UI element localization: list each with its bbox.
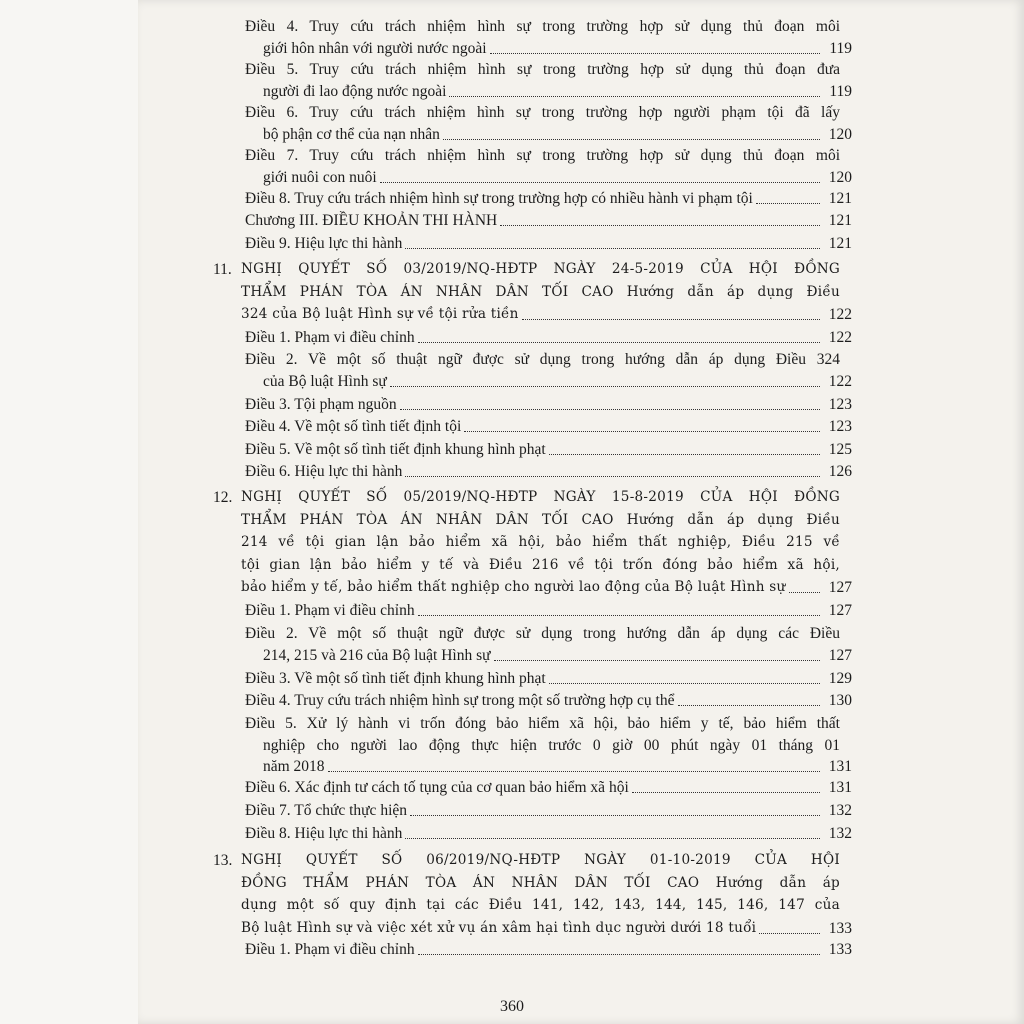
leader-dots [390, 386, 820, 387]
toc-line-text: 214, 215 và 216 của Bộ luật Hình sự [263, 646, 491, 664]
toc-page-number: 120 [828, 168, 852, 186]
toc-line-text: năm 2018 [263, 758, 325, 775]
toc-line-text: 214 về tội gian lận bảo hiểm xã hội, bảo hiểm thất nghiệp, Điều 215 về [241, 534, 840, 550]
toc-line-text: Điều 7. Tổ chức thực hiện [245, 802, 408, 819]
toc-page-number: 130 [828, 692, 852, 709]
toc-line-text: dụng một số quy định tại các Điều 141, 142, 143, 144, 145, 146, 147 của [241, 897, 840, 913]
toc-line-text: Điều 3. Tội phạm nguồn [245, 396, 397, 413]
section-number: 12. [213, 489, 233, 506]
leader-dots [632, 792, 820, 793]
toc-page-number: 132 [828, 802, 852, 819]
toc-page-number: 131 [828, 758, 852, 775]
leader-dots [522, 319, 820, 320]
toc-line-text: Điều 6. Truy cứu trách nhiệm hình sự trong trường hợp người phạm tội đã lấy [245, 104, 840, 121]
toc-line-text: ĐỒNG THẨM PHÁN TÒA ÁN NHÂN DÂN TỐI CAO Hướng dẫn áp [241, 874, 840, 891]
toc-line-text: nghiệp cho người lao động thực hiện trước 0 giờ 00 phút ngày 01 tháng 01 [263, 736, 840, 754]
page-number: 360 [500, 998, 524, 1015]
toc-line-text: của Bộ luật Hình sự [263, 372, 387, 390]
leader-dots [443, 139, 820, 140]
toc-page-number: 133 [828, 941, 852, 958]
toc-line-text: Điều 2. Về một số thuật ngữ được sử dụng trong hướng dẫn áp dụng các Điều [245, 625, 840, 642]
toc-line-text: Chương III. ĐIỀU KHOẢN THI HÀNH [245, 212, 498, 229]
toc-page-number: 120 [828, 125, 852, 143]
toc-line-text: Điều 1. Phạm vi điều chỉnh [245, 329, 415, 346]
toc-page-number: 127 [828, 579, 852, 596]
leader-dots [549, 683, 820, 684]
toc-line-text: THẨM PHÁN TÒA ÁN NHÂN DÂN TỐI CAO Hướng dẫn áp dụng Điều [241, 283, 840, 300]
toc-page-number: 125 [828, 441, 852, 458]
leader-dots [380, 182, 820, 183]
toc-line-text: bảo hiểm y tế, bảo hiểm thất nghiệp cho người lao động của Bộ luật Hình sự [241, 579, 786, 595]
toc-page-number: 127 [828, 602, 852, 619]
toc-page-number: 127 [828, 646, 852, 664]
toc-page-number: 123 [828, 396, 852, 413]
leader-dots [494, 660, 820, 661]
toc-page-number: 122 [828, 306, 852, 323]
leader-dots [405, 248, 820, 249]
toc-line-text: Điều 4. Về một số tình tiết định tội [245, 418, 462, 435]
leader-dots [464, 431, 820, 432]
leader-dots [410, 815, 820, 816]
toc-line-text: Điều 4. Truy cứu trách nhiệm hình sự trong trường hợp sử dụng thủ đoạn môi [245, 18, 840, 35]
toc-line-text: bộ phận cơ thể của nạn nhân [263, 125, 440, 143]
toc-page-number: 121 [828, 212, 852, 229]
toc-page-number: 126 [828, 463, 852, 480]
toc-line-text: Điều 3. Về một số tình tiết định khung hình phạt [245, 670, 546, 687]
toc-line-text: Điều 1. Phạm vi điều chỉnh [245, 941, 415, 958]
toc-page-number: 121 [828, 235, 852, 252]
leader-dots [418, 954, 820, 955]
leader-dots [490, 53, 820, 54]
leader-dots [418, 615, 820, 616]
leader-dots [418, 342, 820, 343]
toc-page-number: 122 [828, 372, 852, 390]
toc-line-text: Điều 5. Xử lý hành vi trốn đóng bảo hiểm xã hội, bảo hiểm y tế, bảo hiểm thất [245, 715, 840, 732]
toc-line-text: Điều 2. Về một số thuật ngữ được sử dụng trong hướng dẫn áp dụng Điều 324 [245, 351, 840, 368]
toc-line-text: Điều 7. Truy cứu trách nhiệm hình sự trong trường hợp sử dụng thủ đoạn môi [245, 147, 840, 164]
toc-line-text: NGHỊ QUYẾT SỐ 05/2019/NQ-HĐTP NGÀY 15-8-2019 CỦA HỘI ĐỒNG [241, 489, 840, 505]
toc-page-number: 131 [828, 779, 852, 796]
toc-line-text: NGHỊ QUYẾT SỐ 03/2019/NQ-HĐTP NGÀY 24-5-2019 CỦA HỘI ĐỒNG [241, 261, 840, 277]
leader-dots [678, 705, 821, 706]
toc-line-text: Điều 6. Xác định tư cách tố tụng của cơ quan bảo hiểm xã hội [245, 779, 629, 796]
toc-page-number: 121 [828, 190, 852, 207]
toc-page-number: 119 [829, 82, 852, 100]
toc-line-text: NGHỊ QUYẾT SỐ 06/2019/NQ-HĐTP NGÀY 01-10-2019 CỦA HỘI [241, 852, 840, 868]
toc-page-number: 129 [828, 670, 852, 687]
section-number: 11. [213, 261, 232, 278]
toc-line-text: Điều 9. Hiệu lực thi hành [245, 235, 403, 252]
toc-line-text: giới hôn nhân với người nước ngoài [263, 39, 487, 57]
toc-line-text: THẨM PHÁN TÒA ÁN NHÂN DÂN TỐI CAO Hướng dẫn áp dụng Điều [241, 511, 840, 528]
leader-dots [449, 96, 820, 97]
toc-line-text: 324 của Bộ luật Hình sự về tội rửa tiền [241, 306, 519, 322]
toc-line-text: Điều 5. Truy cứu trách nhiệm hình sự trong trường hợp sử dụng thủ đoạn đưa [245, 61, 840, 78]
toc-line-text: người đi lao động nước ngoài [263, 82, 447, 100]
toc-line-text: giới nuôi con nuôi [263, 168, 377, 186]
toc-page-number: 132 [828, 825, 852, 842]
leader-dots [328, 771, 820, 772]
toc-page-number: 122 [828, 329, 852, 346]
leader-dots [756, 203, 820, 204]
section-number: 13. [213, 852, 233, 869]
toc-page-number: 133 [828, 919, 852, 937]
toc-page-number: 119 [829, 39, 852, 57]
toc-line-text: Điều 6. Hiệu lực thi hành [245, 463, 403, 480]
toc-line-text: Điều 8. Hiệu lực thi hành [245, 825, 403, 842]
toc-line-text: Điều 8. Truy cứu trách nhiệm hình sự trong trường hợp có nhiều hành vi phạm tội [245, 190, 753, 207]
toc-line-text: Điều 5. Về một số tình tiết định khung hình phạt [245, 441, 546, 458]
leader-dots [549, 454, 820, 455]
leader-dots [789, 592, 820, 593]
leader-dots [759, 933, 820, 934]
left-page-gutter [0, 0, 138, 1024]
toc-line-text: Điều 4. Truy cứu trách nhiệm hình sự trong một số trường hợp cụ thể [245, 692, 675, 709]
leader-dots [405, 838, 820, 839]
leader-dots [400, 409, 820, 410]
toc-line-text: Điều 1. Phạm vi điều chỉnh [245, 602, 415, 619]
toc-page-number: 123 [828, 418, 852, 435]
toc-line-text: Bộ luật Hình sự và việc xét xử vụ án xâm hại tình dục người dưới 18 tuổi [241, 919, 757, 936]
toc-line-text: tội gian lận bảo hiểm y tế và Điều 216 về tội trốn đóng bảo hiểm xã hội, [241, 556, 840, 573]
leader-dots [500, 225, 820, 226]
leader-dots [405, 476, 820, 477]
